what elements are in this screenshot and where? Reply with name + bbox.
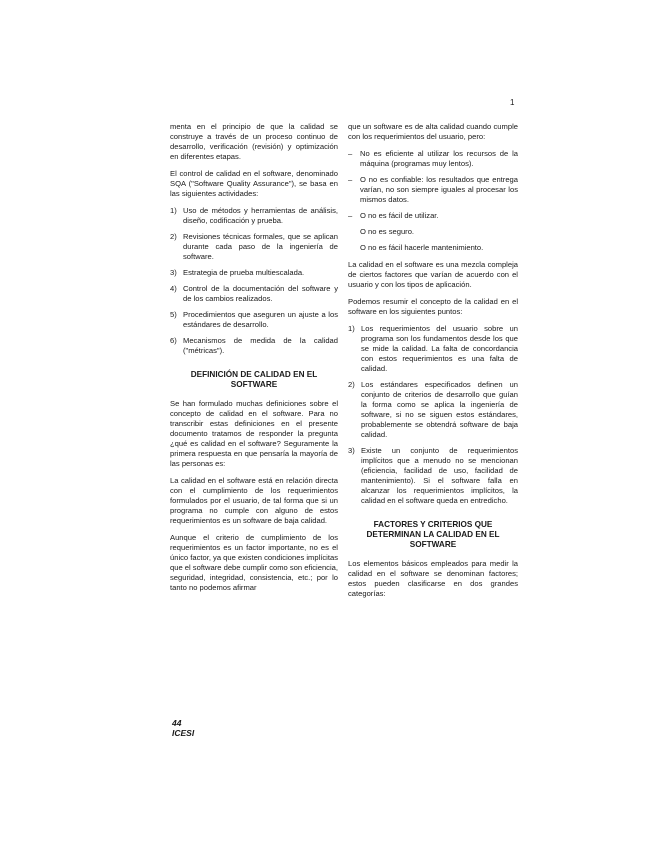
list-item: 6) Mecanismos de medida de la calidad ("métricas").	[170, 336, 338, 355]
right-column	[348, 122, 518, 606]
activities-list	[170, 206, 338, 356]
paragraph: Podemos resumir el concepto de la calidad en el software en los siguientes puntos:	[348, 297, 518, 316]
paragraph: Se han formulado muchas definiciones sobre el concepto de calidad en el software. Para no transcribir estas definiciones en el presente documento tratamos de responder la pregunta ¿qué es calidad en el software? Seguramente la primera respuesta en que pensaría la mayoría de las personas es:	[170, 399, 338, 468]
footer-page-number: 44	[172, 718, 182, 728]
page-footer	[172, 718, 194, 738]
list-item: 1) Uso de métodos y herramientas de análisis, diseño, codificación y prueba.	[170, 206, 338, 225]
page-number: 1	[510, 98, 515, 107]
paragraph: menta en el principio de que la calidad se construye a través de un proceso continuo de desarrollo, verificación (revisión) y optimización en diferentes etapas.	[170, 122, 338, 161]
list-item: 3) Existe un conjunto de requerimientos implícitos que a menudo no se mencionan (eficiencia, facilidad de uso, facilidad de mantenimiento). Si el software falla en alcanzar los requerimientos implícitos, la calidad en el software queda en entredicho.	[348, 446, 518, 505]
list-item: – O no es confiable: los resultados que entrega varían, no son siempre iguales al procesar los mismos datos.	[348, 175, 518, 204]
section-heading: FACTORES Y CRITERIOS QUE DETERMINAN LA CALIDAD EN EL SOFTWARE	[366, 520, 500, 549]
paragraph: La calidad en el software es una mezcla compleja de ciertos factores que varían de acuerdo con el usuario y con los tipos de aplicación.	[348, 260, 518, 289]
footer-org: ICESI	[172, 728, 195, 738]
list-item: 2) Revisiones técnicas formales, que se aplican durante cada paso de la ingeniería de software.	[170, 232, 338, 261]
paragraph: Los elementos básicos empleados para medir la calidad en el software se denominan factores; estos pueden clasificarse en dos grandes categorías:	[348, 559, 518, 598]
list-item: 5) Procedimientos que aseguren un ajuste a los estándares de desarrollo.	[170, 310, 338, 329]
list-item: 1) Los requerimientos del usuario sobre un programa son los fundamentos desde los que se mide la calidad. La falta de concordancia con estos requerimientos es una falta de calidad.	[348, 324, 518, 373]
conditions-list	[348, 149, 518, 253]
paragraph: La calidad en el software está en relación directa con el cumplimiento de los requerimientos formulados por el usuario, de tal forma que si un programa no cumple con alguno de estos requerimientos es un software de baja calidad.	[170, 476, 338, 525]
list-item: O no es fácil hacerle mantenimiento.	[360, 243, 484, 252]
paragraph: El control de calidad en el software, denominado SQA ("Software Quality Assurance"), se basa en las siguientes actividades:	[170, 169, 338, 198]
list-item: – No es eficiente al utilizar los recursos de la máquina (programas muy lentos).	[348, 149, 518, 168]
list-item: O no es seguro.	[360, 227, 415, 236]
points-list	[348, 324, 518, 506]
list-item: 4) Control de la documentación del software y de los cambios realizados.	[170, 284, 338, 303]
list-item: – O no es fácil de utilizar.	[348, 211, 439, 220]
section-heading: DEFINICIÓN DE CALIDAD EN EL SOFTWARE	[190, 370, 318, 389]
left-column	[170, 122, 338, 600]
paragraph: Aunque el criterio de cumplimiento de los requerimientos es un factor importante, no es el único factor, ya que existen condiciones implícitas que el software debe cumplir como son eficiencia, seguridad, integridad, consistencia, etc.; por lo tanto no podemos afirmar	[170, 533, 338, 592]
list-item: 3) Estrategia de prueba multiescalada.	[170, 268, 305, 277]
list-item: 2) Los estándares especificados definen un conjunto de criterios de desarrollo que guían la forma como se aplica la ingeniería de software, si no se siguen estos estándares, probablemente se obtendrá software de baja calidad.	[348, 380, 518, 439]
paragraph: que un software es de alta calidad cuando cumple con los requerimientos del usuario, pero:	[348, 122, 518, 141]
